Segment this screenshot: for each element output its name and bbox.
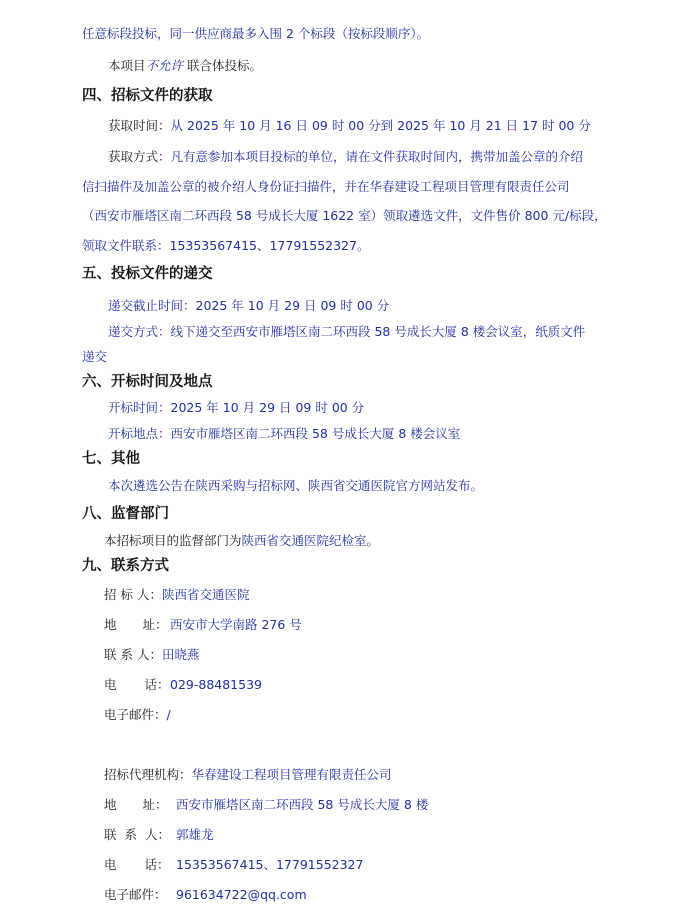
consortium-value: 不允许 <box>145 58 184 73</box>
agent-contact-row <box>104 826 214 844</box>
s5-deadline: 递交截止时间：2025 年 10 月 29 日 09 时 00 分 <box>108 298 390 313</box>
agent-addr-label: 地 址： <box>104 797 168 812</box>
tenderer-phone-label: 电 话： <box>104 677 170 692</box>
s4-method-text-1: 凡有意参加本项目投标的单位，请在文件获取时间内，携带加盖公章的介绍 <box>170 149 584 164</box>
agent-name-label: 招标代理机构： <box>104 767 192 782</box>
section-8-heading: 八、监督部门 <box>82 506 169 522</box>
agent-email-row <box>104 886 307 904</box>
agent-phone-label: 电 话： <box>104 857 170 872</box>
s8-suffix: 。 <box>366 533 380 548</box>
tenderer-name-label: 招 标 人： <box>104 587 162 602</box>
s8-prefix: 本招标项目的监督部门为 <box>104 533 242 548</box>
agent-addr-row <box>104 796 428 814</box>
agent-name-row <box>104 766 392 784</box>
s4-time-label: 获取时间： <box>108 118 171 133</box>
s4-time-value: 从 2025 年 10 月 16 日 09 时 00 分到 2025 年 10 月 21 日 17 时 00 分 <box>170 118 591 133</box>
tenderer-phone-row <box>104 676 262 694</box>
s4-method-label: 获取方式： <box>108 149 171 164</box>
tenderer-email-row <box>104 706 171 724</box>
s4-method-line-2: 信扫描件及加盖公章的被介绍人身份证扫描件，并在华春建设工程项目管理有限责任公司 <box>82 179 570 194</box>
agent-email-label: 电子邮件： <box>104 887 167 902</box>
s5-method-line-1: 递交方式：线下递交至西安市雁塔区南二环西段 58 号成长大厦 8 楼会议室，纸质文件 <box>108 324 586 339</box>
s7-text: 本次遴选公告在陕西采购与招标网、陕西省交通医院官方网站发布。 <box>108 478 484 493</box>
tenderer-contact-row <box>104 646 199 664</box>
s6-place: 开标地点：西安市雁塔区南二环西段 58 号成长大厦 8 楼会议室 <box>108 426 461 441</box>
agent-email: 961634722@qq.com <box>176 887 307 902</box>
agent-contact: 郭雄龙 <box>176 827 214 842</box>
s8-value: 陕西省交通医院纪检室 <box>241 533 367 548</box>
paragraph-bid-limit: 任意标段投标，同一供应商最多入围 2 个标段（按标段顺序）。 <box>82 26 430 41</box>
tenderer-contact-label: 联 系 人： <box>104 647 162 662</box>
agent-addr: 西安市雁塔区南二环西段 58 号成长大厦 8 楼 <box>176 797 429 812</box>
s5-method-line-2: 递交 <box>82 349 108 364</box>
tenderer-addr: 西安市大学南路 276 号 <box>170 617 302 632</box>
s6-time: 开标时间：2025 年 10 月 29 日 09 时 00 分 <box>108 400 365 415</box>
tenderer-email-label: 电子邮件： <box>104 707 167 722</box>
section-5-heading: 五、投标文件的递交 <box>82 266 213 282</box>
s4-method-line-3: （西安市雁塔区南二环西段 58 号成长大厦 1622 室）领取遴选文件，文件售价 800 元/标段， <box>82 208 607 223</box>
tenderer-email: / <box>166 707 171 722</box>
agent-name: 华春建设工程项目管理有限责任公司 <box>191 767 392 782</box>
section-9-heading: 九、联系方式 <box>82 558 169 574</box>
s8-text <box>104 532 379 550</box>
agent-phone: 15353567415、17791552327 <box>176 857 364 872</box>
tenderer-name: 陕西省交通医院 <box>161 587 250 602</box>
tenderer-addr-row <box>104 616 302 634</box>
tenderer-name-row <box>104 586 249 604</box>
tenderer-contact: 田晓燕 <box>161 647 200 662</box>
tenderer-phone: 029-88481539 <box>170 677 262 692</box>
agent-contact-label: 联 系 人： <box>104 827 170 842</box>
agent-phone-row <box>104 856 363 874</box>
consortium-prefix: 本项目 <box>108 58 146 73</box>
s4-method-line-1 <box>108 148 583 166</box>
tenderer-addr-label: 地 址： <box>104 617 168 632</box>
consortium-suffix: 联合体投标。 <box>183 58 263 73</box>
section-6-heading: 六、开标时间及地点 <box>82 374 213 390</box>
s4-time <box>108 117 591 135</box>
section-4-heading: 四、招标文件的获取 <box>82 88 213 104</box>
section-7-heading: 七、其他 <box>82 451 140 467</box>
s4-method-line-4: 领取文件联系：15353567415、17791552327。 <box>82 238 370 253</box>
paragraph-consortium <box>108 57 262 75</box>
